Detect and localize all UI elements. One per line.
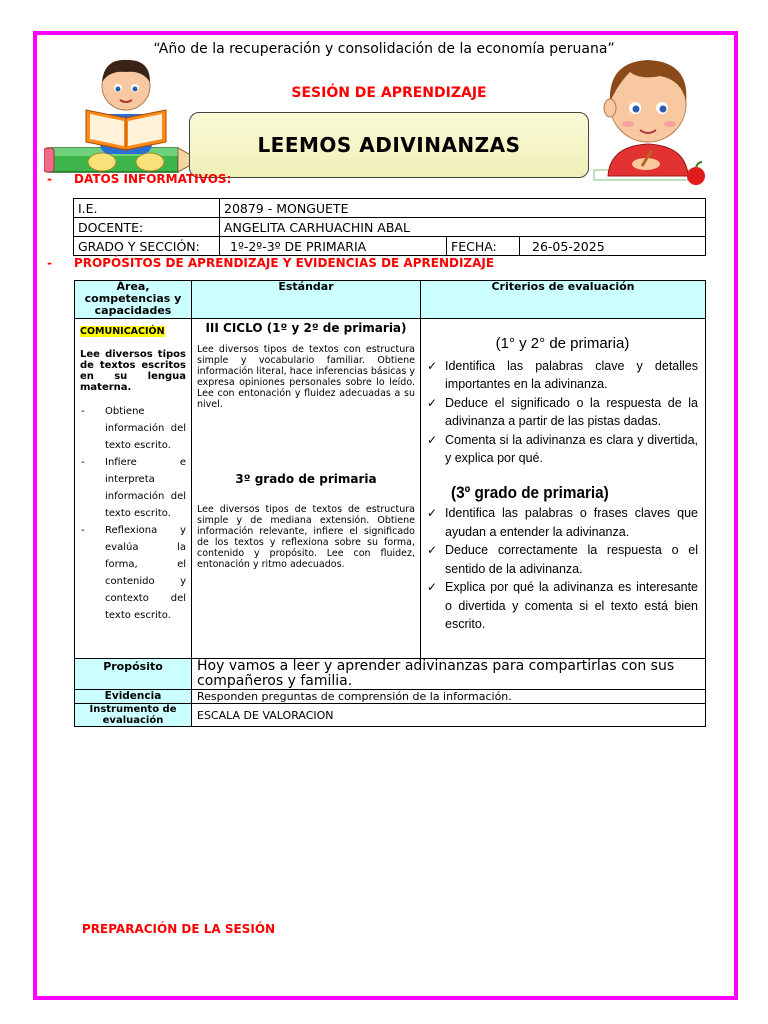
fecha-label: FECHA: [447,237,520,256]
fecha-value: 26-05-2025 [520,237,706,256]
criterio-item: ✓ Identifica las palabras o frases claves que ayudan a entender la adivinanza. [427,504,698,541]
grado-label: GRADO Y SECCIÓN: [74,237,220,256]
check-icon: ✓ [427,580,438,594]
criterio-item: ✓ Deduce correctamente la respuesta o el sentido de la adivinanza. [427,541,698,578]
estandar-3-title: 3º grado de primaria [235,472,377,486]
boy-writing-illustration [590,50,710,186]
section-bullet: - [47,172,52,186]
capacidad-item: - Reflexiona y evalúa la forma, el contenido y contexto del texto escrito. [81,525,186,621]
header-criterios: Criterios de evaluación [421,281,706,319]
section-preparacion: PREPARACIÓN DE LA SESIÓN [82,922,276,936]
learning-table [74,280,706,727]
ie-label: I.E. [74,199,220,218]
header-area: Área, competencias y capacidades [75,281,192,319]
section-datos-informativos: DATOS INFORMATIVOS: [74,172,232,186]
estandar-3-text: Lee diversos tipos de textos de estructura simple y de mediana extensión. Obtiene información relevante, infiere el significado de los textos y reflexiona sobre su forma, contenido y propósito. Lee con fluidez, entonación y ritmo adecuados. [197,504,415,570]
info-table [73,198,706,256]
criterio-item: ✓ Deduce el significado o la respuesta de la adivinanza a partir de las pistas dadas. [427,394,698,431]
criterios-12-title: (1° y 2° de primaria) [495,335,630,352]
instrumento-label: Instrumento de evaluación [75,704,192,727]
check-icon: ✓ [427,506,438,520]
criterio-item: ✓ Comenta si la adivinanza es clara y divertida, y explica por qué. [427,431,698,468]
header-estandar: Estándar [192,281,421,319]
check-icon: ✓ [427,358,438,373]
check-icon: ✓ [427,543,438,557]
area-cell [75,319,192,659]
estandar-ciclo-title: III CICLO (1º y 2º de primaria) [205,321,407,335]
competencia: Lee diversos tipos de textos escritos en su lengua materna. [80,349,186,393]
capacidad-item: - Infiere e interpreta información del texto escrito. [81,457,186,519]
criterios-3-title: (3º grado de primaria) [451,482,609,502]
criterio-item: ✓ Identifica las palabras clave y detalles importantes en la adivinanza. [427,357,698,394]
section-bullet: - [47,256,52,270]
capacidad-item: - Obtiene información del texto escrito. [81,406,186,451]
ie-value: 20879 - MONGUETE [220,199,706,218]
criterio-item: ✓ Explica por qué la adivinanza es interesante o divertida y comenta si el texto está bien escrito. [427,578,698,634]
session-title-box [189,112,589,178]
check-icon: ✓ [427,395,438,410]
proposito-label: Propósito [75,659,192,690]
area-name: COMUNICACIÓN [80,326,165,337]
docente-value: ANGELITA CARHUACHIN ABAL [220,218,706,237]
criterios-cell [421,319,706,659]
evidencia-label: Evidencia [75,690,192,704]
section-propositos: PROPÓSITOS DE APRENDIZAJE Y EVIDENCIAS DE APRENDIZAJE [74,256,495,270]
evidencia-text: Responden preguntas de comprensión de la información. [192,690,706,704]
instrumento-text: ESCALA DE VALORACION [192,704,706,727]
session-label: SESIÓN DE APRENDIZAJE [291,85,487,101]
check-icon: ✓ [427,432,438,447]
docente-label: DOCENTE: [74,218,220,237]
year-motto: “Año de la recuperación y consolidación de la economía peruana” [153,41,615,57]
boy-reading-illustration [44,52,204,182]
capacidades-list [75,403,191,624]
estandar-ciclo-text: Lee diversos tipos de textos con estructura simple y vocabulario familiar. Obtiene información literal, hace inferencias básicas y expresa opiniones personales sobre lo leído. Lee con entonación y fluidez adecuadas a su nivel. [197,344,415,410]
estandar-cell [192,319,421,659]
session-title: LEEMOS ADIVINANZAS [257,133,521,157]
proposito-text: Hoy vamos a leer y aprender adivinanzas para compartirlas con sus compañeros y familia. [192,659,706,690]
grado-value: 1º-2º-3º DE PRIMARIA [220,237,447,256]
